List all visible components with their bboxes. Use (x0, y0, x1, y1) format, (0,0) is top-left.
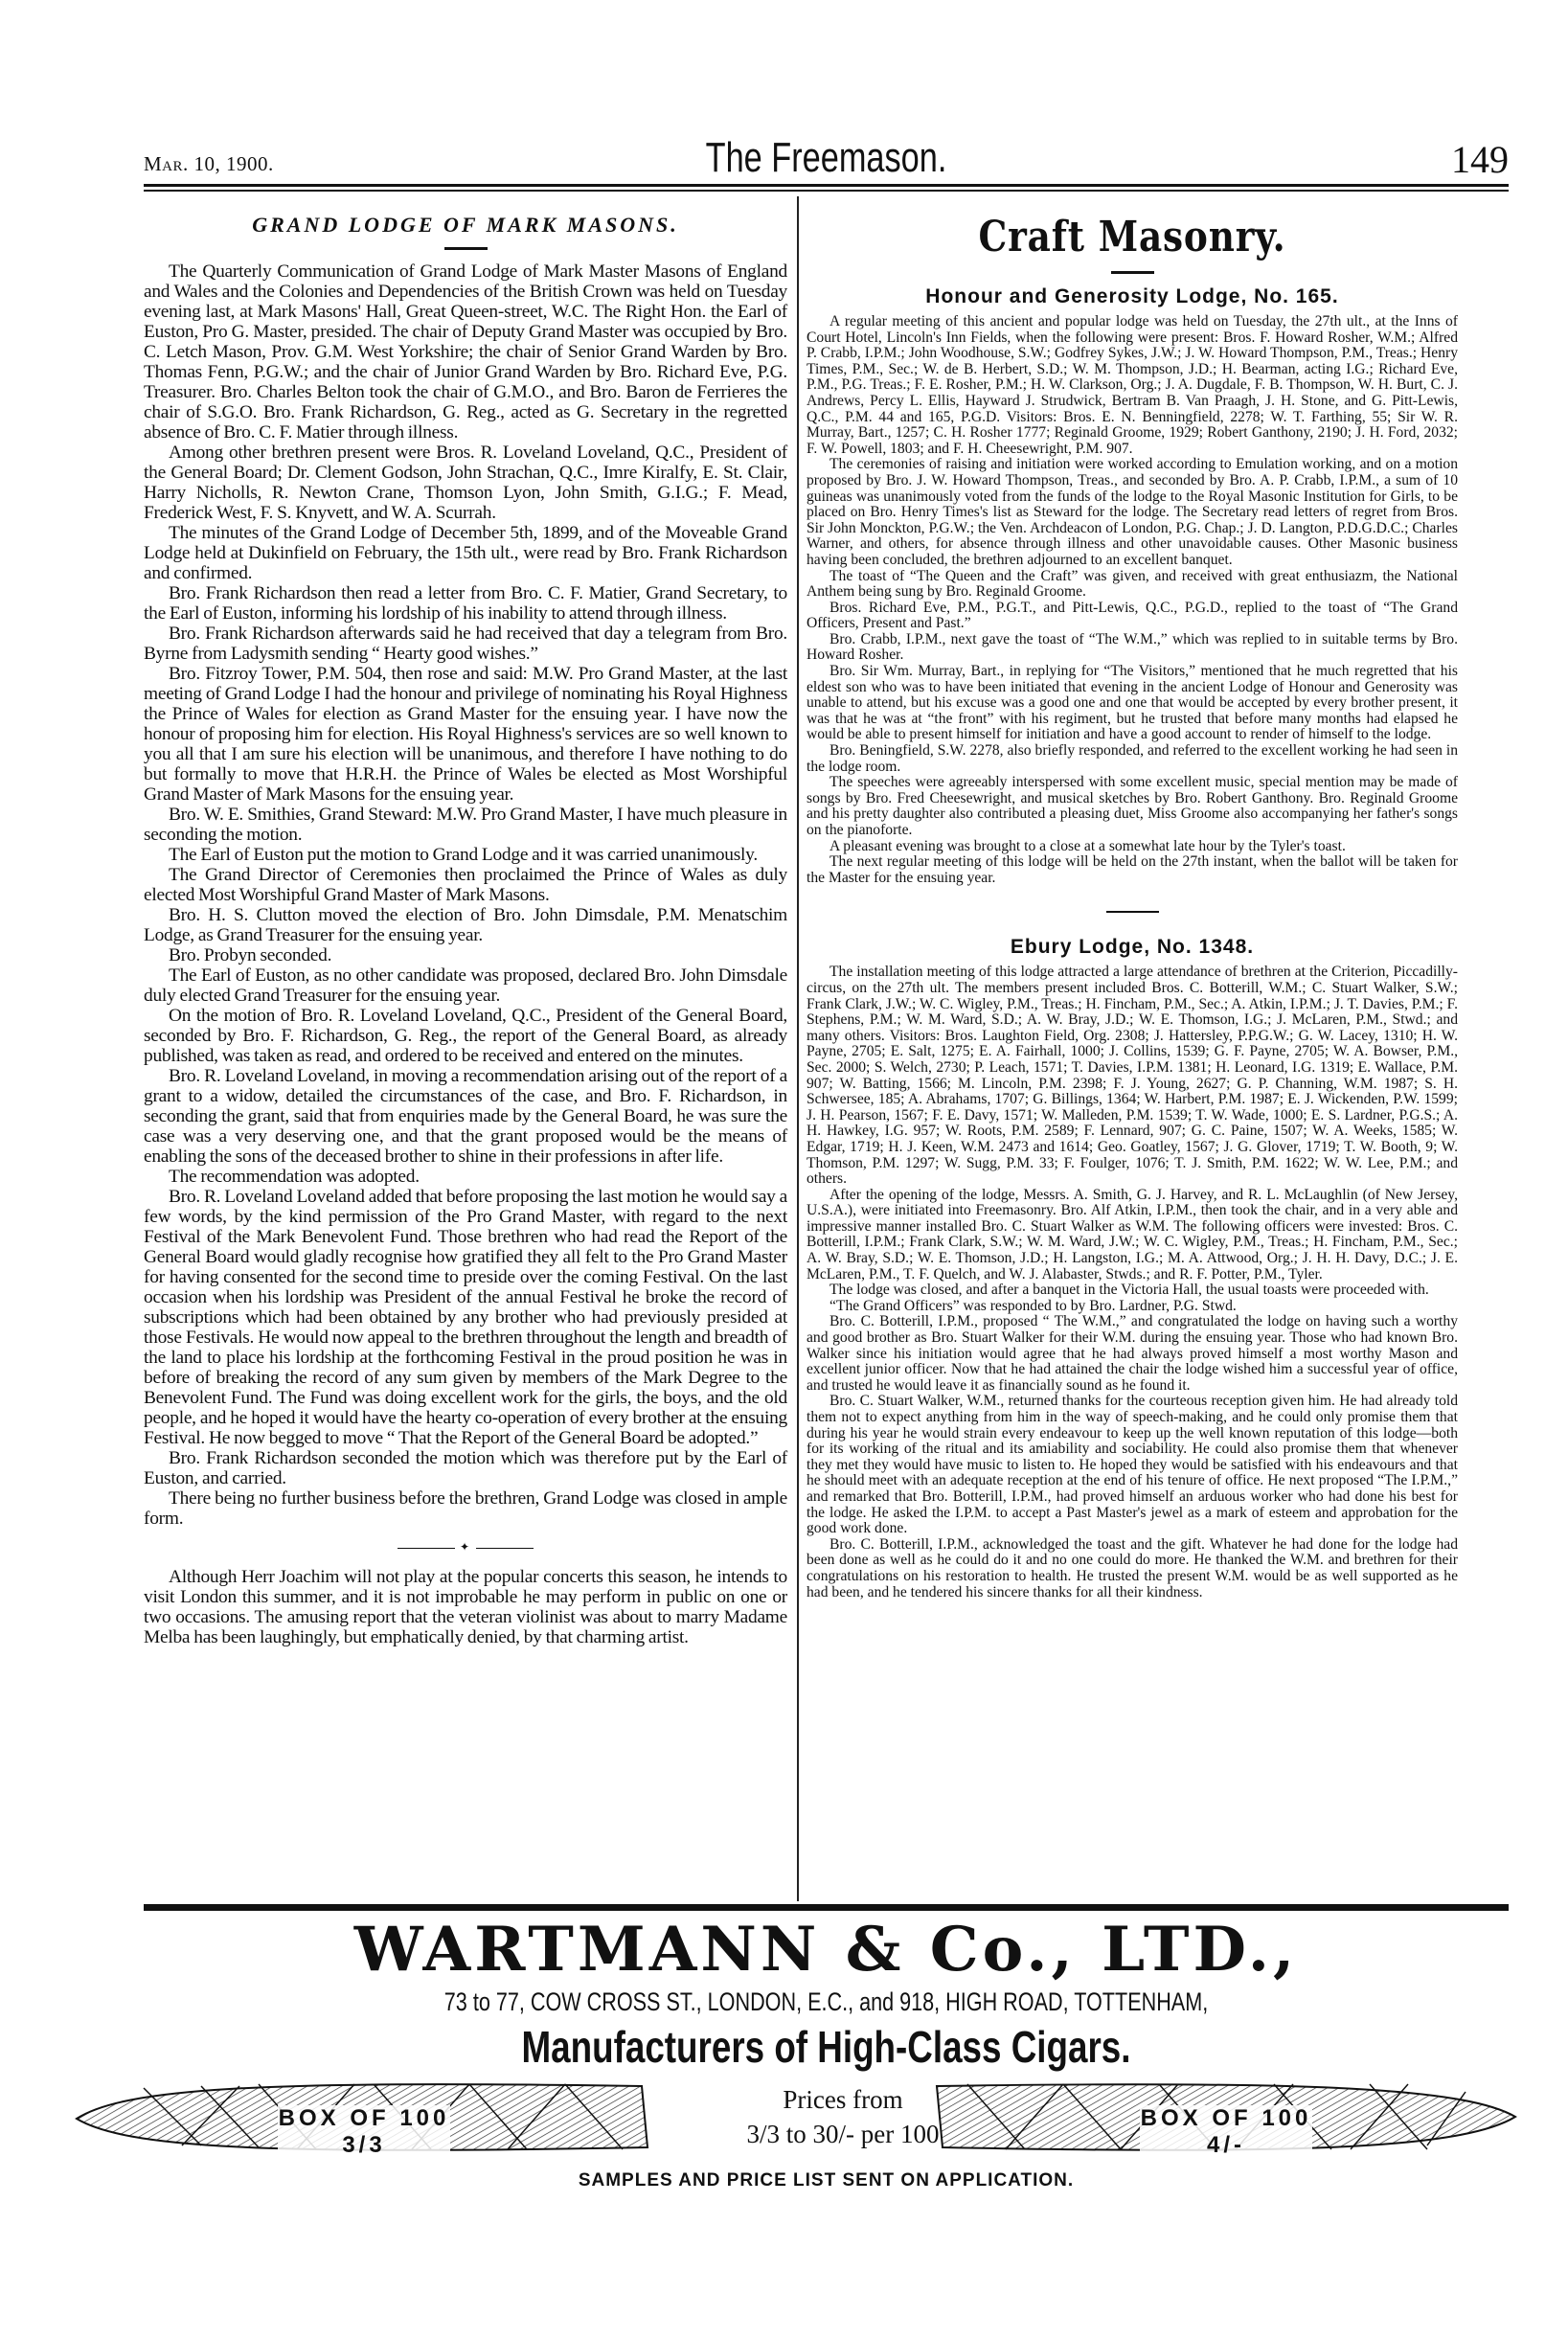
article-paragraph: The Earl of Euston put the motion to Grand Lodge and it was carried unanimously. (169, 845, 758, 865)
report-paragraph: The next regular meeting of this lodge will be held on the 27th instant, when the ballot will be taken for the Master for the ensuing year. (807, 853, 1458, 886)
article-paragraph: The Earl of Euston, as no other candidate was proposed, declared Bro. John Dimsdale duly elected Grand Treasurer for the ensuing year. (144, 965, 787, 1006)
article-paragraph: Bro. Frank Richardson then read a letter from Bro. C. F. Matier, Grand Secretary, to the Earl of Euston, informing his lordship of his inability to attend through illness. (144, 583, 787, 624)
article-paragraph: The Quarterly Communication of Grand Lodge of Mark Master Masons of England and Wales and the Colonies and Dependencies of the British Crown was held on Tuesday evening last, at Mark Masons' Hall, Great Queen-street, W.C. The Right Hon. the Earl of Euston, Pro G. Master, presided. The chair of Deputy Grand Master was occupied by Bro. C. Letch Mason, Prov. G.M. West Yorkshire; the chair of Senior Grand Warden by Bro. Thomas Fenn, P.G.W.; and the chair of Junior Grand Warden by Bro. Richard Eve, P.G. Treasurer. Bro. Charles Belton took the chair of G.M.O., and Bro. Baron de Ferrieres the chair of S.G.O. Bro. Frank Richardson, G. Reg., acted as G. Secretary in the regretted absence of Bro. C. F. Matier through illness. (144, 261, 787, 443)
advert-address: 73 to 77, COW CROSS ST., LONDON, E.C., and 918, HIGH ROAD, TOTTENHAM, (443, 1987, 1209, 2016)
issue-date: Mar. 10, 1900. (144, 152, 274, 175)
prices-range: 3/3 to 30/- per 100 (746, 2120, 940, 2148)
report-paragraph: The ceremonies of raising and initiation were worked according to Emulation working, and on a motion proposed by Bro. J. W. Howard Thompson, Treas., and seconded by Bro. A. P. Crabb, I.P.M., a sum of 10 guineas was unanimously voted from the funds of the lodge to the Royal Masonic Institution for Girls, to be placed on Bro. Henry Times's list as Steward for the lodge. The Secretary read letters of regret from Bros. Sir John Monckton, P.G.W.; the Ven. Archdeacon of London, P.G. Chap.; J. D. Langton, P.D.G.D.C.; Charles Warner, and others, for absence through illness and other unavoidable causes. Other Masonic business having been concluded, the brethren adjourned to an excellent banquet. (807, 456, 1458, 568)
report-paragraph: Bro. C. Botterill, I.P.M., acknowledged the toast and the gift. Whatever he had done for the lodge had been done as well as he could do it and no one could do more. He thanked the W.M. and brethren for their congratulations on his restoration to health. He trusted the present W.M. would be as well supported as he had been, and he tendered his sincere thanks for all their kindness. (807, 1535, 1458, 1600)
report-paragraph: After the opening of the lodge, Messrs. A. Smith, G. J. Harvey, and R. L. McLaughlin (of New Jersey, U.S.A.), were initiated into Freemasonry. Bro. Alf Atkin, I.P.M., then took the chair, and in a very able and impressive manner installed Bro. C. Stuart Walker as W.M. The following officers were invested: Bros. C. Botterill, I.P.M.; Frank Clark, S.W.; W. M. Ward, J.W.; W. C. Wigley, P.M., Treas.; H. Fincham, P.M., Sec.; A. W. Bray, S.D.; W. E. Thomson, J.D.; H. Langston, I.G.; M. A. Attwood, Org.; J. H. H. Davy, D.C.; J. E. McLaren, P.M., T. F. Quelch, and W. J. Alabaster, Stwds.; and R. F. Potter, P.M., Tyler. (807, 1186, 1458, 1282)
masthead-rule-thin (144, 190, 1509, 192)
article-paragraph: The Grand Director of Ceremonies then proclaimed the Prince of Wales as duly elected Most Worshipful Grand Master of Mark Masons. (144, 865, 787, 905)
heading-rule (1111, 271, 1154, 274)
report-paragraph: The speeches were agreeably interspersed with some excellent music, special mention may be made of songs by Bro. Fred Cheesewright, and musical sketches by Bro. Robert Ganthony. Bro. Reginald Groome and his pretty daughter also contributed a pleasing duet, Miss Groome also accompanying her father's songs on the pianoforte. (807, 774, 1458, 838)
report-paragraph: A regular meeting of this ancient and popular lodge was held on Tuesday, the 27th ult., at the Inns of Court Hotel, Lincoln's Inn Fields, when the following were present: Bros. F. Howard Rosher, W.M.; Alfred P. Crabb, I.P.M.; John Woodhouse, S.W.; Godfrey Sykes, J.W.; J. W. Howard Thompson, P.M., Treas.; Henry Times, P.M., Sec.; W. de B. Herbert, S.D.; W. M. Thompson, J.D.; H. Bearman, acting I.G.; Richard Eve, P.M., P.G. Treas.; F. E. Rosher, P.M.; H. W. Clarkson, Org.; J. A. Dugdale, F. B. Thompson, W. H. Burt, C. J. Andrews, Percy L. Ellis, Hayward J. Strudwick, Bertram B. Van Praagh, J. H. Stone, and G. Pitt-Lewis, Q.C., P.M. 44 and 165, P.G.D. Visitors: Bros. E. N. Benningfield, 2278; W. T. Farthing, 55; Sir W. R. Murray, Bart., 1257; C. H. Rosher 1777; Reginald Groome, 1929; Robert Ganthony, 2190; J. H. Ford, 2032; F. W. Powell, 1803; and F. H. Cheesewright, P.M. 907. (807, 313, 1458, 457)
article-paragraph: Among other brethren present were Bros. R. Loveland Loveland, Q.C., President of the General Board; Dr. Clement Godson, John Strachan, Q.C., Imre Kiralfy, E. St. Clair, Harry Nicholls, R. Newton Crane, Thomson Lyon, John Smith, G.I.G.; F. Mead, Frederick West, F. S. Knyvett, and W. A. Scurrah. (144, 443, 787, 523)
article-paragraph: Bro. Frank Richardson afterwards said he had received that day a telegram from Bro. Byrne from Ladysmith sending “ Hearty good wishes.” (144, 624, 787, 664)
lodge-report-title: Honour and Generosity Lodge, No. 165. (925, 285, 1339, 307)
cigar-label: BOX OF 100 4/- (1140, 2105, 1312, 2158)
left-column (144, 209, 787, 1647)
report-paragraph: “The Grand Officers” was responded to by Bro. Lardner, P.G. Stwd. (829, 1297, 1237, 1314)
ebury-report (807, 965, 1458, 1600)
report-paragraph: The installation meeting of this lodge attracted a large attendance of brethren at the Criterion, Piccadilly-circus, on the 27th ult. The members present included Bros. C. Botterill, W.M.; C. Stuart Walker, S.W.; Frank Clark, J.W.; W. C. Wigley, P.M., Treas.; H. Fincham, P.M., Sec.; A. Atkin, I.P.M.; J. T. Davies, P.M.; F. Stephens, P.M.; W. M. Ward, S.D.; A. W. Bray, J.D.; W. E. Thomson, I.G.; J. McLaren, P.M., Stwd.; and many others. Visitors: Bros. Laughton Field, Org. 2308; J. Hattersley, P.P.G.W.; G. W. Lacey, 1310; H. W. Payne, 2705; E. Salt, 1275; E. A. Fairhall, 1000; J. Collins, 1539; G. F. Payne, 2705; W. A. Bowser, P.M., Sec. 2000; S. Welch, 2730; P. Leach, 1571; T. Davies, I.P.M. 1381; H. Leonard, I.G. 1319; E. Wallace, P.M. 907; W. Batting, 1566; M. Lincoln, P.M. 2398; F. J. Young, 2627; G. P. Channing, W.M. 1987; S. H. Schwersee, 185; A. Abrahams, 1707; G. Billings, 1364; W. Harbert, P.M. 1987; E. J. Wickenden, P.W. 1599; J. H. Pearson, 1567; F. E. Davy, 1571; W. Malleden, P.M. 1539; T. W. Wade, 1000; E. S. Lardner, P.G.S.; A. H. Hawkey, I.G. 957; W. Roots, P.M. 2589; F. Lennard, 907; G. C. Paine, 1507; W. A. Weeks, 1585; W. Edgar, 1719; H. J. Keen, W.M. 2473 and 1614; Geo. Goatley, 1567; J. G. Glover, 1719; T. W. Booth, 9; W. Thomson, P.M. 1297; W. Sugg, P.M. 33; F. Foulger, 1076; T. J. Smith, P.M. 1622; W. W. Lee, P.M.; and others. (807, 964, 1458, 1188)
report-paragraph: Bros. Richard Eve, P.M., P.G.T., and Pitt-Lewis, Q.C., P.G.D., replied to the toast of “The Grand Officers, Present and Past.” (807, 599, 1458, 632)
page-number: 149 (1451, 138, 1509, 181)
article-paragraph: Bro. H. S. Clutton moved the election of Bro. John Dimsdale, P.M. Menatschim Lodge, as Grand Treasurer for the ensuing year. (144, 905, 787, 945)
article-paragraph: On the motion of Bro. R. Loveland Loveland, Q.C., President of the General Board, seconded by Bro. F. Richardson, G. Reg., the report of the General Board, as already published, was taken as read, and ordered to be received and entered on the minutes. (144, 1006, 787, 1066)
honour-generosity-report (807, 314, 1458, 886)
section-title: Craft Masonry. (978, 213, 1286, 261)
advert-tagline: Manufacturers of High-Class Cigars. (521, 2022, 1131, 2072)
cigar-illustration (67, 2078, 661, 2158)
cigar-label: BOX OF 100 3/3 (278, 2105, 450, 2158)
article-paragraph: Bro. W. E. Smithies, Grand Steward: M.W. Pro Grand Master, I have much pleasure in seconding the motion. (144, 805, 787, 845)
report-paragraph: The toast of “The Queen and the Craft” was given, and received with great enthusiazm, the National Anthem being sung by Bro. Reginald Groome. (807, 567, 1458, 601)
article-paragraph: Bro. Frank Richardson seconded the motion which was therefore put by the Earl of Euston, and carried. (144, 1448, 787, 1488)
right-column (807, 213, 1458, 1600)
grand-lodge-article (144, 261, 787, 1529)
report-paragraph: A pleasant evening was brought to a close at a somewhat late hour by the Tyler's toast. (829, 837, 1346, 854)
article-heading: GRAND LODGE OF MARK MASONS. (252, 213, 679, 237)
joachim-note (144, 1567, 787, 1647)
advert-cigars (144, 2075, 1509, 2161)
article-paragraph: Although Herr Joachim will not play at the popular concerts this season, he intends to visit London this summer, and it is not improbable he may perform in public on one or two occasions. The amusing report that the veteran violinist was about to marry Madame Melba has been laughingly, but emphatically denied, by that charming artist. (144, 1567, 787, 1647)
report-paragraph: Bro. Sir Wm. Murray, Bart., in replying for “The Visitors,” mentioned that he much regretted that his eldest son who was to have been initiated that evening in the ancient Lodge of Honour and Generosity was unable to attend, but his excuse was a good one and one that would be accepted by every brother present, it was that he was at “the front” with his regiment, but he trusted that before many months had elapsed he would be able to present himself for initiation and have a good account to render of himself to the lodge. (807, 663, 1458, 743)
cigar-illustration (929, 2078, 1523, 2158)
article-paragraph: Bro. R. Loveland Loveland, in moving a recommendation arising out of the report of a grant to a widow, detailed the circumstances of the case, and Bro. F. Richardson, in seconding the grant, said that from enquiries made by the General Board, he was sure the case was a very deserving one, and that the grant proposed would be the means of enabling the sons of the deceased brother to shine in their professions in after life. (144, 1066, 787, 1167)
article-paragraph: Bro. R. Loveland Loveland added that before proposing the last motion he would say a few words, by the kind permission of the Pro Grand Master, with regard to the next Festival of the Mark Benevolent Fund. Those brethren who had read the Report of the General Board would gladly recognise how gratified they all felt to the Pro Grand Master for having consented for the second time to preside over the coming Festival. On the last occasion when his lordship was President of the annual Festival he broke the record of subscriptions which had been obtained by any brother who had previously presided at those Festivals. He would now appeal to the brethren throughout the length and breadth of the land to place his lordship at the forthcoming Festival in the proud position he was in before of breaking the record of any sum given by members of the Mark Degree to the Benevolent Fund. The Fund was doing excellent work for the girls, the boys, and the old people, and he hoped it would have the hearty co-operation of every brother at the ensuing Festival. He now begged to move “ That the Report of the General Board be adopted.” (144, 1187, 787, 1448)
article-paragraph: The minutes of the Grand Lodge of December 5th, 1899, and of the Moveable Grand Lodge held at Dukinfield on February, the 15th ult., were read by Bro. Frank Richardson and confirmed. (144, 523, 787, 583)
article-paragraph: Bro. Fitzroy Tower, P.M. 504, then rose and said: M.W. Pro Grand Master, at the last meeting of Grand Lodge I had the honour and privilege of nominating his Royal Highness the Prince of Wales for election as Grand Master for the ensuing year. I have now the honour of proposing him for election. His Royal Highness's services are so well known to you all that I am sure his election will be unanimous, and therefore I have nothing to do but formally to move that H.R.H. the Prince of Wales be elected as Most Worshipful Grand Master of Mark Masons for the ensuing year. (144, 664, 787, 805)
advert-samples-note: SAMPLES AND PRICE LIST SENT ON APPLICATION. (578, 2170, 1075, 2190)
report-paragraph: Bro. Crabb, I.P.M., next gave the toast of “The W.M.,” which was replied to in suitable terms by Bro. Howard Rosher. (807, 630, 1458, 664)
column-divider (797, 196, 799, 1901)
advert-company: WARTMANN & Co., LTD., (353, 1914, 1299, 1986)
report-paragraph: The lodge was closed, and after a banquet in the Victoria Hall, the usual toasts were proceeded with. (829, 1282, 1429, 1299)
publication-title: The Freemason. (705, 134, 947, 181)
report-divider (1106, 911, 1159, 913)
prices-from: Prices from (783, 2085, 903, 2114)
report-paragraph: Bro. C. Stuart Walker, W.M., returned thanks for the courteous reception given him. He had already told them not to expect anything from him in the way of speech-making, and he could only promise them that during his year he would strain every endeavour to keep up the well known reputation of this lodge—both for its working of the ritual and its amiability and sociability. He could also promise them that whenever they met they would have music to listen to. He hoped they would be satisfied with his endeavours and that he should meet with an adequate reception at the end of his tenure of office. He next proposed “The I.P.M.,” and remarked that Bro. Botterill, I.P.M., had proved himself an arduous worker who had done his best for the lodge. He asked the I.P.M. to accept a Past Master's jewel as a mark of esteem and approbation for the good work done. (807, 1393, 1458, 1537)
article-paragraph: There being no further business before the brethren, Grand Lodge was closed in ample form. (144, 1488, 787, 1529)
lodge-report-title: Ebury Lodge, No. 1348. (1010, 936, 1255, 959)
masthead (144, 134, 1509, 182)
masthead-rule (144, 184, 1509, 187)
cigar-advertisement (144, 1904, 1509, 2191)
article-paragraph: The recommendation was adopted. (169, 1167, 420, 1187)
report-paragraph: Bro. C. Botterill, I.P.M., proposed “ The W.M.,” and congratulated the lodge on having such a worthy and good brother as Bro. Stuart Walker for their W.M. during the ensuing year. Those who had known Bro. Walker since his initiation would agree that he had always proved himself a most worthy Mason and excellent junior officer. Now that he had attained the chair the lodge wished him a successful year of office, and trusted he would leave it as financially sound as he found it. (807, 1313, 1458, 1394)
report-paragraph: Bro. Beningfield, S.W. 2278, also briefly responded, and referred to the excellent working he had seen in the lodge room. (807, 742, 1458, 775)
article-paragraph: Bro. Probyn seconded. (169, 945, 332, 965)
section-divider: ✦ (144, 1540, 787, 1554)
advert-rule (144, 1904, 1509, 1911)
heading-rule (444, 247, 488, 250)
